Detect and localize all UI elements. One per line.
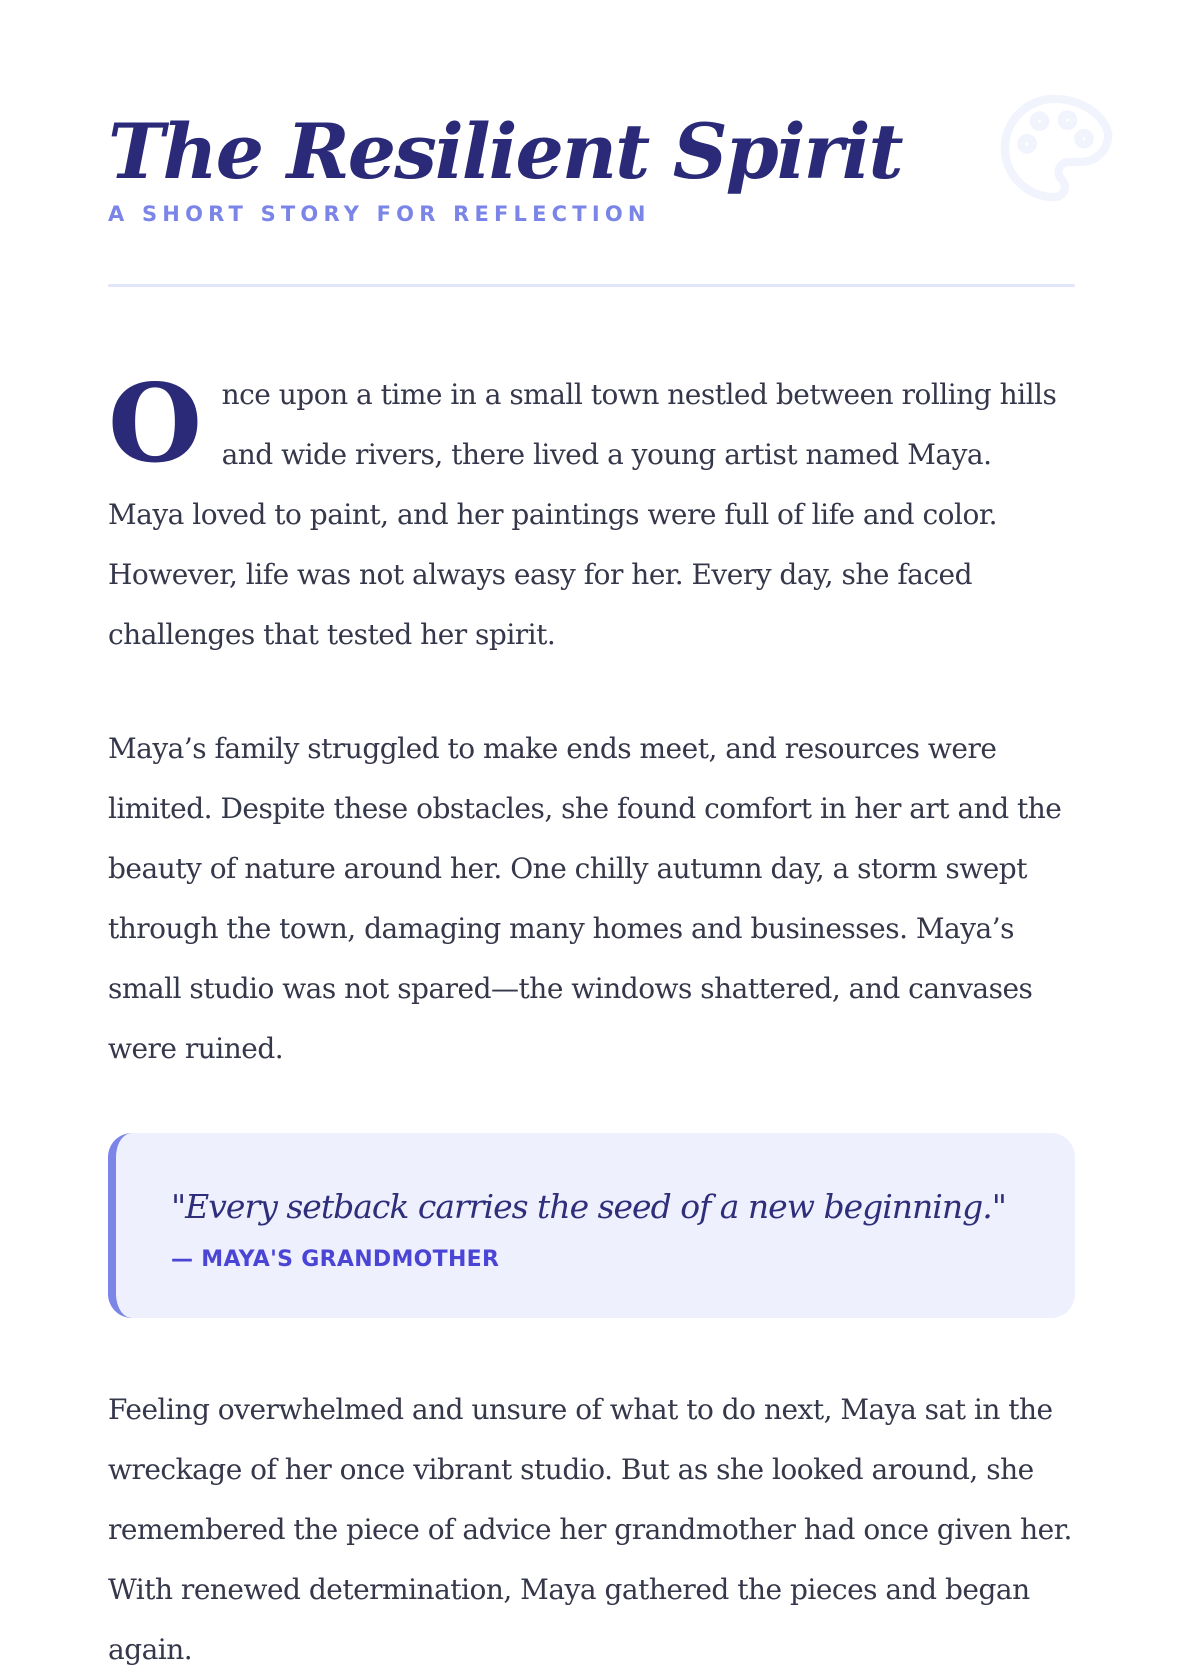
pull-quote <box>108 1133 1075 1318</box>
drop-cap: O <box>108 361 202 487</box>
story-paragraph-1 <box>108 361 1075 665</box>
paragraph-1-text: nce upon a time in a small town nestled between rolling hills and wide rivers, there lived a young artist named Maya. Maya loved to paint, and her paintings were full of life and color. However, life was not always easy for her. Every day, she faced challenges that tested her spirit. <box>108 378 1057 651</box>
story-paragraph-3: Feeling overwhelmed and unsure of what to do next, Maya sat in the wreckage of her once vibrant studio. But as she looked around, she remembered the piece of advice her grandmother had once given her. With renewed determination, Maya gathered the pieces and began again. <box>108 1393 1072 1666</box>
story-title: The Resilient Spirit <box>108 107 902 196</box>
story-paragraph-2: Maya’s family struggled to make ends meet, and resources were limited. Despite these obstacles, she found comfort in her art and the beauty of nature around her. One chilly autumn day, a storm swept through the town, damaging many homes and businesses. Maya’s small studio was not spared—the windows shattered, and canvases were ruined. <box>108 732 1062 1065</box>
story-subtitle: A SHORT STORY FOR REFLECTION <box>108 202 651 226</box>
story-body <box>108 361 1075 1680</box>
palette-icon <box>992 86 1116 210</box>
quote-text: "Every setback carries the seed of a new beginning." <box>171 1187 1006 1226</box>
quote-attribution: — MAYA'S GRANDMOTHER <box>171 1247 500 1272</box>
header-divider <box>108 284 1075 287</box>
